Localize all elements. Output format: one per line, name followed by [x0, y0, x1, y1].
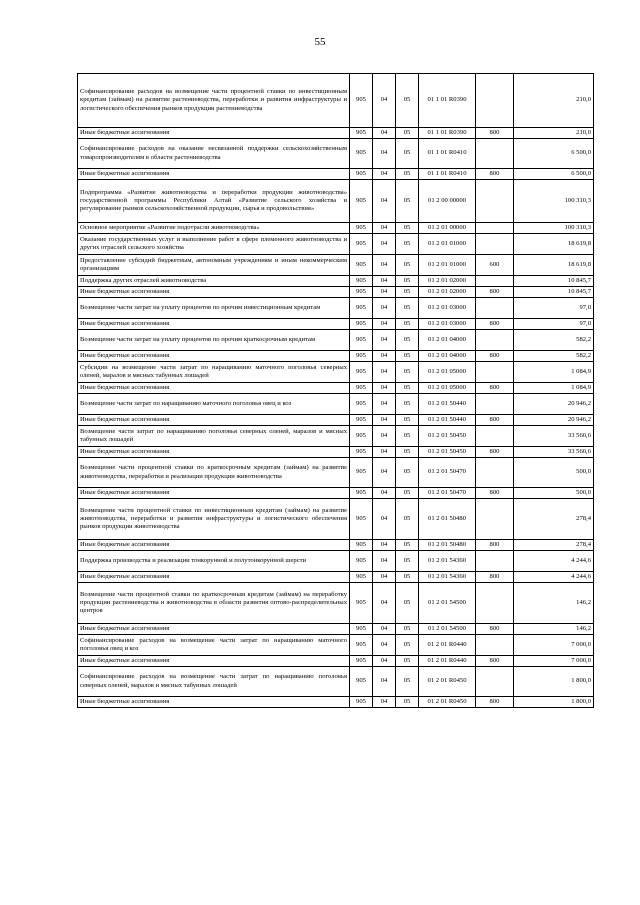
row-expense-type-code [476, 362, 514, 383]
row-amount: 18 619,8 [514, 234, 594, 255]
row-expense-type-code: 800 [476, 169, 514, 180]
row-admin-code: 905 [350, 169, 373, 180]
row-section-code: 04 [373, 74, 396, 128]
row-admin-code: 905 [350, 139, 373, 169]
row-amount: 500,0 [514, 458, 594, 488]
table-row [78, 551, 594, 572]
table-row [78, 298, 594, 319]
row-name: Поддержка производства и реализации тонкорунной и полутонкорунной шерсти [78, 551, 350, 572]
row-target-article-code: 01 2 01 R0440 [419, 656, 476, 667]
row-admin-code: 905 [350, 128, 373, 139]
row-amount: 278,4 [514, 540, 594, 551]
row-expense-type-code [476, 139, 514, 169]
row-expense-type-code [476, 223, 514, 234]
row-admin-code: 905 [350, 667, 373, 697]
row-admin-code: 905 [350, 572, 373, 583]
row-target-article-code: 01 2 01 05000 [419, 383, 476, 394]
row-admin-code: 905 [350, 362, 373, 383]
row-amount: 500,0 [514, 488, 594, 499]
row-amount: 97,0 [514, 319, 594, 330]
row-target-article-code: 01 2 01 R0450 [419, 697, 476, 708]
row-name: Предоставление субсидий бюджетным, автономным учреждениям и иным некоммерческим организациям [78, 255, 350, 276]
table-row [78, 139, 594, 169]
row-amount: 10 845,7 [514, 276, 594, 287]
row-admin-code: 905 [350, 330, 373, 351]
table-row [78, 667, 594, 697]
row-name: Оказание государственных услуг и выполнение работ в сфере племенного животноводства и других отраслей сельского хозяйства [78, 234, 350, 255]
row-expense-type-code: 800 [476, 287, 514, 298]
row-expense-type-code: 800 [476, 697, 514, 708]
row-subsection-code: 05 [396, 540, 419, 551]
row-subsection-code: 05 [396, 426, 419, 447]
row-section-code: 04 [373, 488, 396, 499]
row-expense-type-code: 800 [476, 488, 514, 499]
table-row [78, 426, 594, 447]
row-target-article-code: 01 2 01 54500 [419, 624, 476, 635]
row-subsection-code: 05 [396, 298, 419, 319]
row-name: Иные бюджетные ассигнования [78, 169, 350, 180]
row-admin-code: 905 [350, 287, 373, 298]
row-admin-code: 905 [350, 583, 373, 624]
row-expense-type-code: 800 [476, 624, 514, 635]
table-row [78, 415, 594, 426]
row-expense-type-code [476, 458, 514, 488]
table-row [78, 255, 594, 276]
row-amount: 33 560,6 [514, 447, 594, 458]
row-expense-type-code [476, 394, 514, 415]
row-target-article-code: 01 1 01 R0410 [419, 169, 476, 180]
row-target-article-code: 01 2 01 04000 [419, 351, 476, 362]
table-row [78, 276, 594, 287]
row-subsection-code: 05 [396, 319, 419, 330]
row-target-article-code: 01 1 01 R0410 [419, 139, 476, 169]
row-admin-code: 905 [350, 180, 373, 223]
row-section-code: 04 [373, 362, 396, 383]
table-row [78, 624, 594, 635]
row-admin-code: 905 [350, 255, 373, 276]
row-amount: 146,2 [514, 583, 594, 624]
row-subsection-code: 05 [396, 276, 419, 287]
row-name: Основное мероприятие «Развитие подотрасли животноводства» [78, 223, 350, 234]
row-amount: 7 000,0 [514, 635, 594, 656]
row-section-code: 04 [373, 128, 396, 139]
row-admin-code: 905 [350, 488, 373, 499]
row-expense-type-code [476, 180, 514, 223]
row-expense-type-code: 800 [476, 540, 514, 551]
row-admin-code: 905 [350, 383, 373, 394]
table-row [78, 319, 594, 330]
row-admin-code: 905 [350, 74, 373, 128]
row-admin-code: 905 [350, 624, 373, 635]
row-name: Возмещение части затрат по наращиванию поголовья северных оленей, маралов и мясных табунных лошадей [78, 426, 350, 447]
row-expense-type-code: 800 [476, 319, 514, 330]
row-target-article-code: 01 2 01 R0450 [419, 667, 476, 697]
row-section-code: 04 [373, 540, 396, 551]
row-target-article-code: 01 2 01 54360 [419, 572, 476, 583]
row-subsection-code: 05 [396, 447, 419, 458]
table-row [78, 499, 594, 540]
table-row [78, 128, 594, 139]
row-admin-code: 905 [350, 540, 373, 551]
row-amount: 210,0 [514, 74, 594, 128]
row-target-article-code: 01 2 01 50470 [419, 458, 476, 488]
row-expense-type-code [476, 298, 514, 319]
row-target-article-code: 01 2 01 00000 [419, 223, 476, 234]
row-target-article-code: 01 2 01 50440 [419, 394, 476, 415]
row-name: Возмещение части затрат на уплату процентов по прочим инвестиционным кредитам [78, 298, 350, 319]
row-subsection-code: 05 [396, 234, 419, 255]
row-name: Возмещение части процентной ставки по краткосрочным кредитам (займам) на развитие животноводства, переработки и реализации продукции животноводства [78, 458, 350, 488]
page-number: 55 [314, 36, 326, 48]
row-admin-code: 905 [350, 234, 373, 255]
row-target-article-code: 01 2 01 03000 [419, 319, 476, 330]
row-expense-type-code [476, 276, 514, 287]
row-target-article-code: 01 2 01 50440 [419, 415, 476, 426]
row-name: Иные бюджетные ассигнования [78, 656, 350, 667]
row-name: Субсидии на возмещение части затрат по наращиванию маточного поголовья северных оленей, маралов и мясных табунных лошадей [78, 362, 350, 383]
row-amount: 97,0 [514, 298, 594, 319]
row-section-code: 04 [373, 351, 396, 362]
table-row [78, 362, 594, 383]
row-target-article-code: 01 2 01 50450 [419, 447, 476, 458]
row-amount: 582,2 [514, 351, 594, 362]
row-section-code: 04 [373, 656, 396, 667]
row-amount: 20 946,2 [514, 415, 594, 426]
row-subsection-code: 05 [396, 362, 419, 383]
row-expense-type-code: 600 [476, 255, 514, 276]
row-section-code: 04 [373, 319, 396, 330]
row-admin-code: 905 [350, 499, 373, 540]
row-expense-type-code [476, 426, 514, 447]
table-row [78, 583, 594, 624]
row-subsection-code: 05 [396, 255, 419, 276]
table-row [78, 180, 594, 223]
row-admin-code: 905 [350, 351, 373, 362]
row-name: Поддержка других отраслей животноводства [78, 276, 350, 287]
row-amount: 6 500,0 [514, 139, 594, 169]
row-section-code: 04 [373, 234, 396, 255]
row-expense-type-code: 800 [476, 572, 514, 583]
row-admin-code: 905 [350, 394, 373, 415]
row-name: Иные бюджетные ассигнования [78, 383, 350, 394]
row-subsection-code: 05 [396, 180, 419, 223]
row-amount: 4 244,6 [514, 572, 594, 583]
row-admin-code: 905 [350, 447, 373, 458]
row-section-code: 04 [373, 223, 396, 234]
row-section-code: 04 [373, 583, 396, 624]
row-target-article-code: 01 2 01 50480 [419, 540, 476, 551]
row-name: Иные бюджетные ассигнования [78, 447, 350, 458]
table-row [78, 656, 594, 667]
row-expense-type-code [476, 583, 514, 624]
row-name: Софинансирование расходов на возмещение части процентной ставки по инвестиционным кредитам (займам) на развитие растениеводства, переработки и развития инфраструктуры и логистического обеспечения рынков продукции растениеводства [78, 74, 350, 128]
row-name: Иные бюджетные ассигнования [78, 540, 350, 551]
row-subsection-code: 05 [396, 351, 419, 362]
row-amount: 278,4 [514, 499, 594, 540]
row-section-code: 04 [373, 330, 396, 351]
row-section-code: 04 [373, 635, 396, 656]
row-target-article-code: 01 2 01 01000 [419, 234, 476, 255]
row-target-article-code: 01 2 01 54360 [419, 551, 476, 572]
row-expense-type-code: 800 [476, 656, 514, 667]
row-target-article-code: 01 2 01 02000 [419, 287, 476, 298]
row-subsection-code: 05 [396, 697, 419, 708]
table-row [78, 330, 594, 351]
table-row [78, 351, 594, 362]
row-subsection-code: 05 [396, 635, 419, 656]
row-expense-type-code [476, 74, 514, 128]
row-section-code: 04 [373, 169, 396, 180]
table-row [78, 287, 594, 298]
row-section-code: 04 [373, 667, 396, 697]
table-row [78, 697, 594, 708]
row-subsection-code: 05 [396, 74, 419, 128]
row-admin-code: 905 [350, 656, 373, 667]
row-admin-code: 905 [350, 635, 373, 656]
row-admin-code: 905 [350, 697, 373, 708]
row-expense-type-code [476, 234, 514, 255]
row-amount: 18 619,8 [514, 255, 594, 276]
row-subsection-code: 05 [396, 223, 419, 234]
row-section-code: 04 [373, 697, 396, 708]
row-admin-code: 905 [350, 298, 373, 319]
row-name: Иные бюджетные ассигнования [78, 488, 350, 499]
row-amount: 7 000,0 [514, 656, 594, 667]
table-row [78, 488, 594, 499]
row-expense-type-code [476, 499, 514, 540]
table-row [78, 223, 594, 234]
row-section-code: 04 [373, 298, 396, 319]
row-amount: 10 845,7 [514, 287, 594, 298]
row-section-code: 04 [373, 139, 396, 169]
row-amount: 33 560,6 [514, 426, 594, 447]
row-name: Иные бюджетные ассигнования [78, 319, 350, 330]
row-section-code: 04 [373, 415, 396, 426]
row-target-article-code: 01 2 01 50480 [419, 499, 476, 540]
table-row [78, 572, 594, 583]
row-section-code: 04 [373, 551, 396, 572]
row-subsection-code: 05 [396, 551, 419, 572]
row-subsection-code: 05 [396, 169, 419, 180]
row-target-article-code: 01 2 00 00000 [419, 180, 476, 223]
row-expense-type-code [476, 635, 514, 656]
table-row [78, 234, 594, 255]
row-amount: 100 310,3 [514, 223, 594, 234]
row-admin-code: 905 [350, 223, 373, 234]
row-name: Возмещение части процентной ставки по краткосрочным кредитам (займам) на переработку продукции растениеводства и животноводства в области развития оптово-распределительных центров [78, 583, 350, 624]
table-row [78, 447, 594, 458]
row-amount: 1 084,9 [514, 362, 594, 383]
row-subsection-code: 05 [396, 128, 419, 139]
row-section-code: 04 [373, 572, 396, 583]
row-admin-code: 905 [350, 426, 373, 447]
row-subsection-code: 05 [396, 287, 419, 298]
row-target-article-code: 01 2 01 03000 [419, 298, 476, 319]
row-target-article-code: 01 1 01 R0390 [419, 128, 476, 139]
row-expense-type-code [476, 667, 514, 697]
row-target-article-code: 01 2 01 04000 [419, 330, 476, 351]
row-name: Иные бюджетные ассигнования [78, 624, 350, 635]
row-name: Софинансирование расходов на возмещение части затрат по наращиванию маточного поголовья овец и коз [78, 635, 350, 656]
row-target-article-code: 01 1 01 R0390 [419, 74, 476, 128]
row-section-code: 04 [373, 499, 396, 540]
row-amount: 1 800,0 [514, 667, 594, 697]
row-subsection-code: 05 [396, 394, 419, 415]
row-name: Иные бюджетные ассигнования [78, 697, 350, 708]
row-expense-type-code: 800 [476, 447, 514, 458]
row-subsection-code: 05 [396, 139, 419, 169]
row-subsection-code: 05 [396, 488, 419, 499]
table-row [78, 635, 594, 656]
row-target-article-code: 01 2 01 05000 [419, 362, 476, 383]
table-row [78, 458, 594, 488]
row-name: Возмещение части процентной ставки по инвестиционным кредитам (займам) на развитие животноводства, переработки и развития инфраструктуры и логистического обеспечения рынков продукции животноводства [78, 499, 350, 540]
row-expense-type-code [476, 330, 514, 351]
row-amount: 20 946,2 [514, 394, 594, 415]
row-expense-type-code: 800 [476, 128, 514, 139]
row-section-code: 04 [373, 180, 396, 223]
row-section-code: 04 [373, 394, 396, 415]
row-target-article-code: 01 2 01 R0440 [419, 635, 476, 656]
row-target-article-code: 01 2 01 54500 [419, 583, 476, 624]
table-row [78, 540, 594, 551]
row-admin-code: 905 [350, 551, 373, 572]
row-admin-code: 905 [350, 415, 373, 426]
row-subsection-code: 05 [396, 667, 419, 697]
row-subsection-code: 05 [396, 383, 419, 394]
row-expense-type-code: 800 [476, 383, 514, 394]
table-row [78, 74, 594, 128]
row-admin-code: 905 [350, 458, 373, 488]
row-name: Подпрограмма «Развитие животноводства и переработки продукции животноводства» государственной программы Республики Алтай «Развитие сельского хозяйства и регулирование рынков сельскохозяйственной продукции, сырья и продовольствия» [78, 180, 350, 223]
row-expense-type-code: 800 [476, 351, 514, 362]
row-subsection-code: 05 [396, 656, 419, 667]
budget-table [77, 73, 594, 708]
row-subsection-code: 05 [396, 624, 419, 635]
row-section-code: 04 [373, 383, 396, 394]
row-subsection-code: 05 [396, 583, 419, 624]
row-name: Иные бюджетные ассигнования [78, 128, 350, 139]
row-section-code: 04 [373, 287, 396, 298]
row-name: Иные бюджетные ассигнования [78, 572, 350, 583]
row-name: Иные бюджетные ассигнования [78, 415, 350, 426]
row-name: Иные бюджетные ассигнования [78, 351, 350, 362]
row-expense-type-code [476, 551, 514, 572]
row-target-article-code: 01 2 01 01000 [419, 255, 476, 276]
row-amount: 210,0 [514, 128, 594, 139]
row-amount: 4 244,6 [514, 551, 594, 572]
table-row [78, 394, 594, 415]
row-subsection-code: 05 [396, 458, 419, 488]
row-name: Софинансирование расходов на оказание несвязанной поддержки сельскохозяйственным товаропроизводителям в области растениеводства [78, 139, 350, 169]
row-target-article-code: 01 2 01 50450 [419, 426, 476, 447]
row-name: Возмещение части затрат на уплату процентов по прочим краткосрочным кредитам [78, 330, 350, 351]
row-subsection-code: 05 [396, 572, 419, 583]
row-subsection-code: 05 [396, 330, 419, 351]
table-row [78, 169, 594, 180]
row-name: Возмещение части затрат по наращиванию маточного поголовья овец и коз [78, 394, 350, 415]
table-row [78, 383, 594, 394]
row-section-code: 04 [373, 458, 396, 488]
row-admin-code: 905 [350, 319, 373, 330]
row-amount: 100 310,3 [514, 180, 594, 223]
row-amount: 146,2 [514, 624, 594, 635]
row-amount: 1 084,9 [514, 383, 594, 394]
row-section-code: 04 [373, 624, 396, 635]
row-section-code: 04 [373, 447, 396, 458]
row-subsection-code: 05 [396, 499, 419, 540]
row-name: Софинансирование расходов на возмещение части затрат по наращиванию поголовья северных оленей, маралов и мясных табунных лошадей [78, 667, 350, 697]
row-target-article-code: 01 2 01 50470 [419, 488, 476, 499]
row-amount: 582,2 [514, 330, 594, 351]
row-section-code: 04 [373, 426, 396, 447]
row-section-code: 04 [373, 255, 396, 276]
row-target-article-code: 01 2 01 02000 [419, 276, 476, 287]
row-section-code: 04 [373, 276, 396, 287]
row-amount: 6 500,0 [514, 169, 594, 180]
row-subsection-code: 05 [396, 415, 419, 426]
row-amount: 1 800,0 [514, 697, 594, 708]
row-expense-type-code: 800 [476, 415, 514, 426]
row-name: Иные бюджетные ассигнования [78, 287, 350, 298]
row-admin-code: 905 [350, 276, 373, 287]
